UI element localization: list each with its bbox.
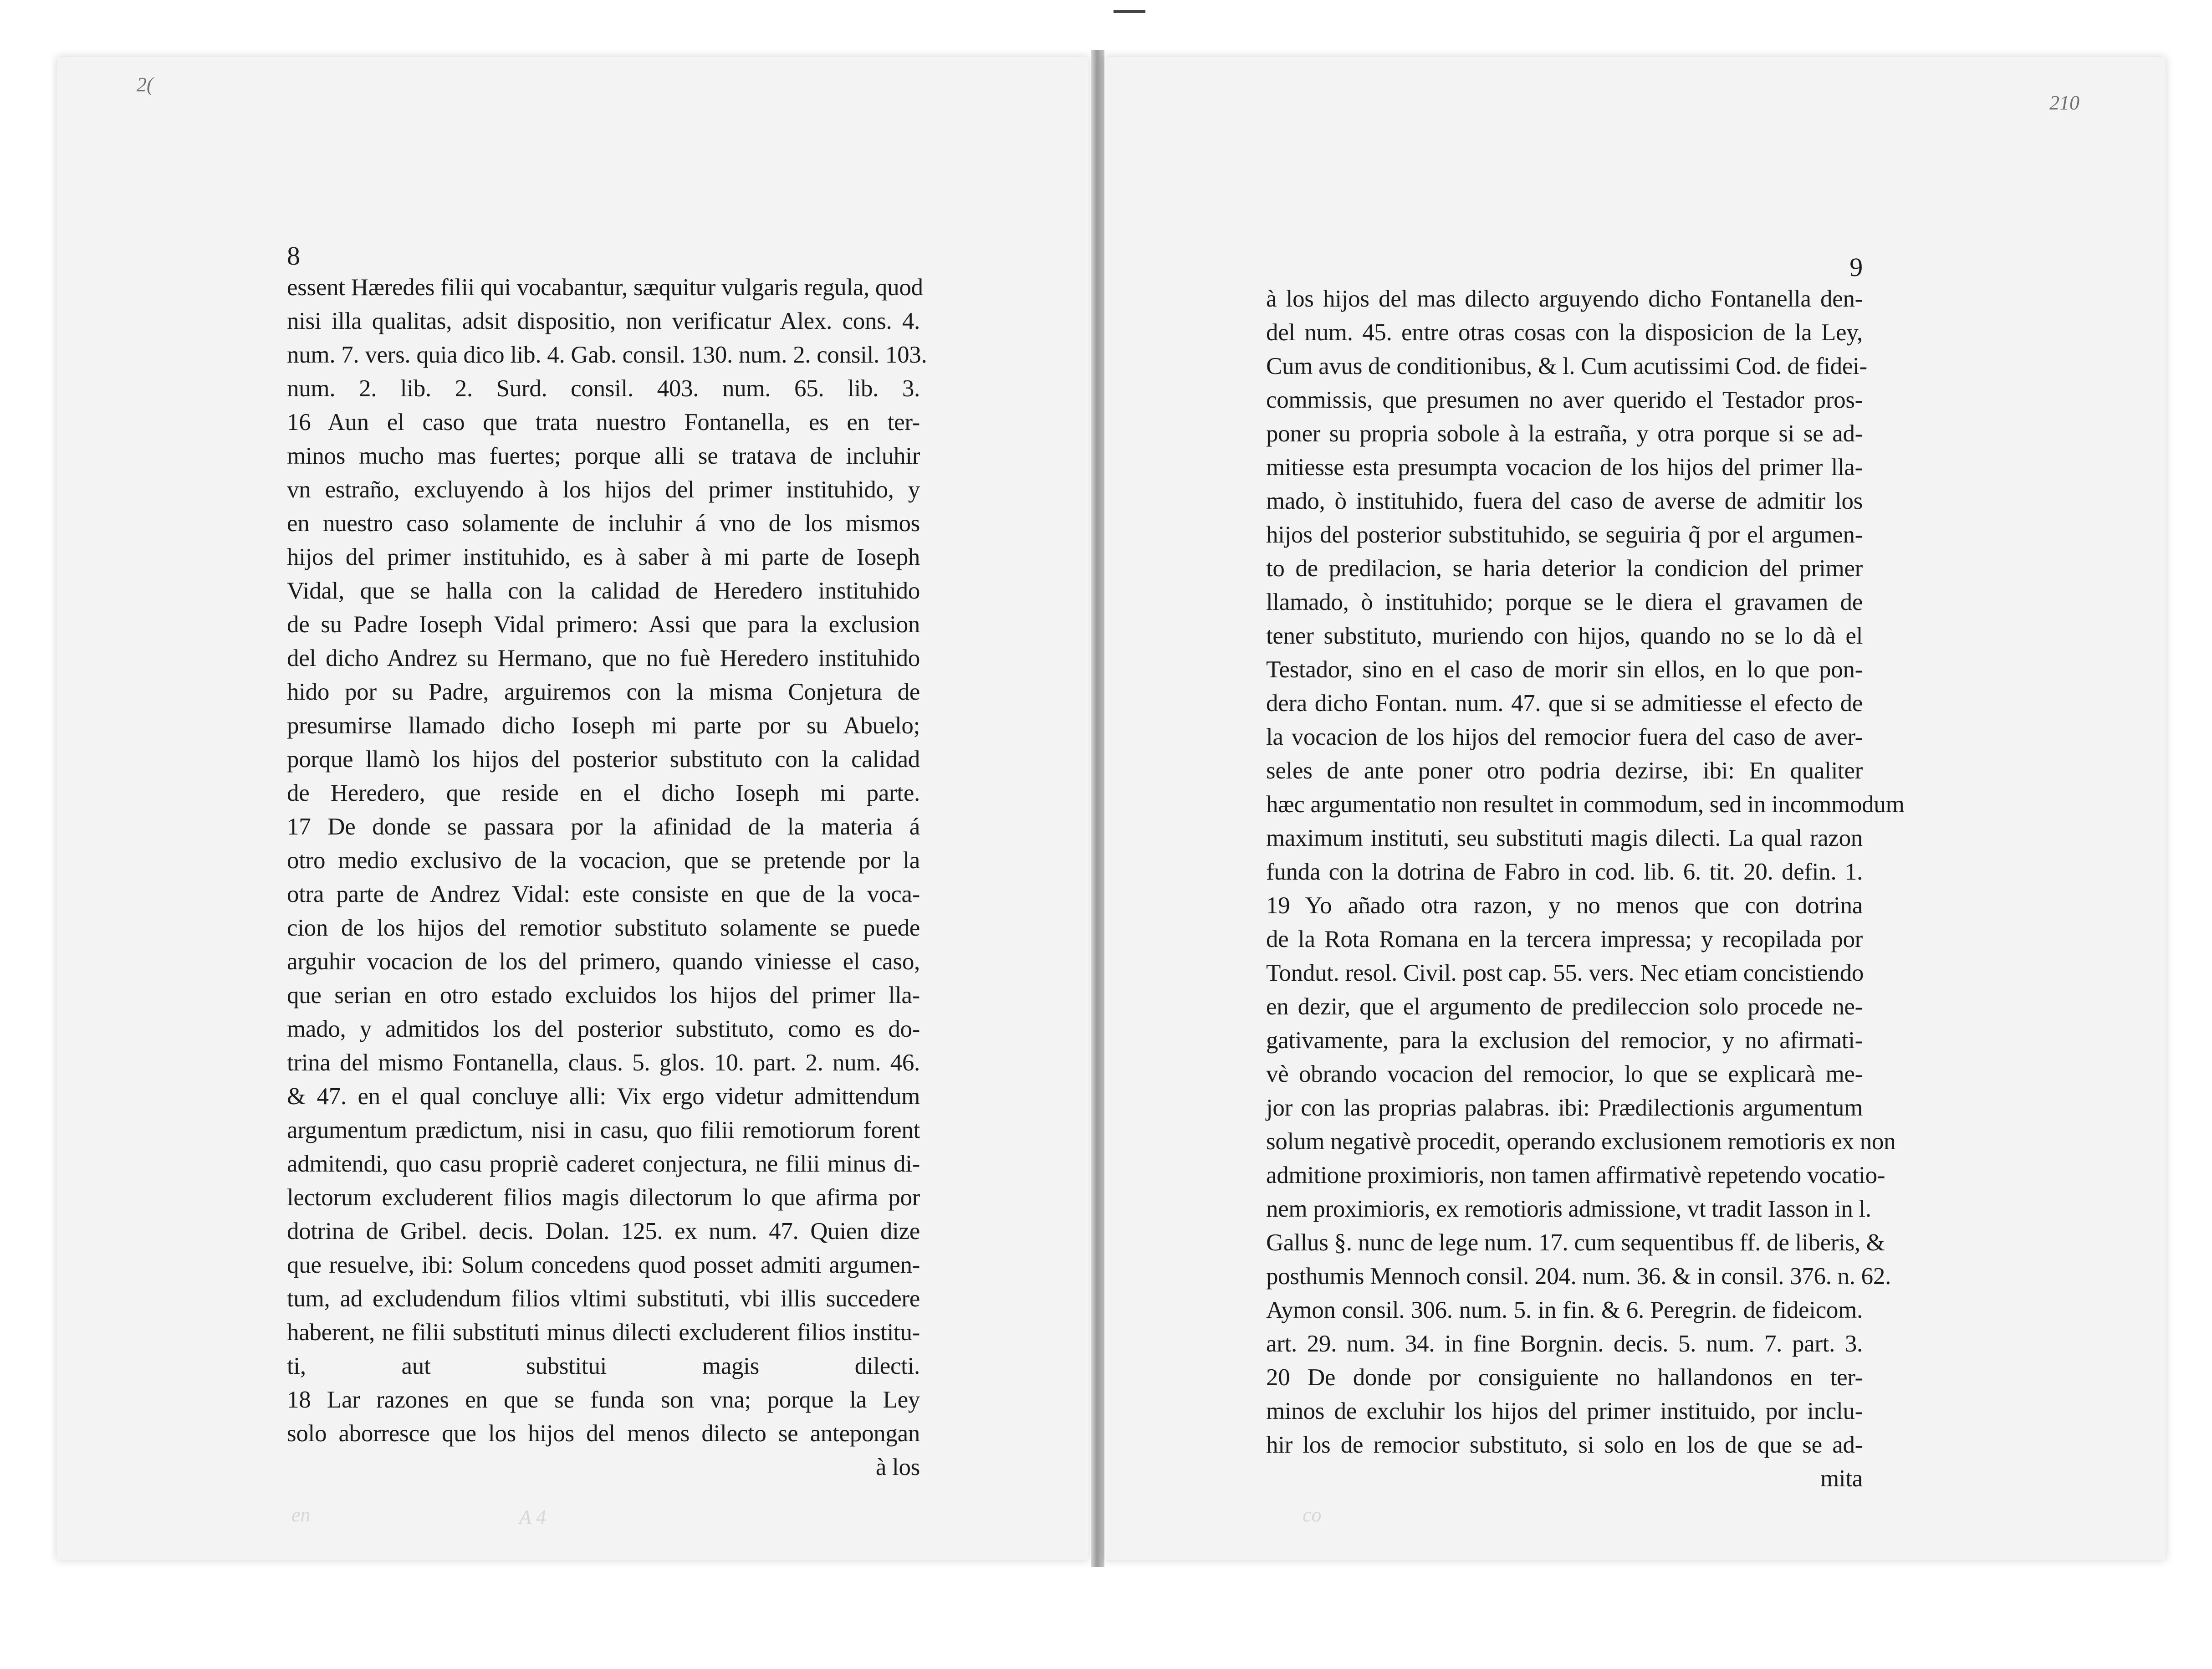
text-line: dotrina de Gribel. decis. Dolan. 125. ex num. 47. Quien dize	[287, 1218, 920, 1244]
text-line: hæc argumentatio non resultet in commodum, sed in incommodum	[1266, 791, 1905, 818]
text-line: vn estraño, excluyendo à los hijos del primer instituhido, y	[287, 476, 920, 503]
text-line: jor con las proprias palabras. ibi: Prædilectionis argumentum	[1266, 1095, 1863, 1121]
text-line: commissis, que presumen no aver querido el Testador pros-	[1266, 387, 1863, 413]
text-line: haberent, ne filii substituti minus dilecti excluderent filios institu-	[287, 1319, 920, 1346]
text-line: 20 De donde por consiguiente no hallandonos en ter-	[1266, 1364, 1863, 1391]
left-corner-note: 2(	[137, 73, 153, 96]
text-line: seles de ante poner otro podria dezirse, ibi: En qualiter	[1266, 758, 1863, 784]
text-line: & 47. en el qual concluye alli: Vix ergo videtur admittendum	[287, 1083, 920, 1110]
text-line: otro medio exclusivo de la vocacion, que se pretende por la	[287, 847, 920, 874]
text-line: vè obrando vocacion del remocior, lo que se explicarà me-	[1266, 1061, 1863, 1087]
book-gutter	[1091, 50, 1104, 1567]
text-line: hijos del primer instituhido, es à saber à mi parte de Ioseph	[287, 544, 920, 570]
text-line: to de predilacion, se haria deterior la condicion del primer	[1266, 555, 1863, 582]
text-line: Cum avus de conditionibus, & l. Cum acutissimi Cod. de fidei-	[1266, 353, 1867, 379]
text-line: minos mucho mas fuertes; porque alli se tratava de incluhir	[287, 443, 920, 469]
text-line: que resuelve, ibi: Solum concedens quod posset admiti argumen-	[287, 1252, 920, 1278]
text-line: 17 De donde se passara por la afinidad de la materia á	[287, 814, 920, 840]
text-line: Gallus §. nunc de lege num. 17. cum sequentibus ff. de liberis, &	[1266, 1229, 1885, 1256]
text-line: essent Hæredes filii qui vocabantur, sæquitur vulgaris regula, quod	[287, 274, 923, 301]
text-line: num. 2. lib. 2. Surd. consil. 403. num. 65. lib. 3.	[287, 375, 920, 402]
binding-mark	[1114, 10, 1145, 13]
left-catchword: à los	[875, 1454, 920, 1480]
right-page-number: 9	[1849, 252, 1863, 282]
text-line: en nuestro caso solamente de incluhir á vno de los mismos	[287, 510, 920, 537]
text-line: hijos del posterior substituhido, se seguiria q̃ por el argumen-	[1266, 522, 1863, 548]
text-line: poner su propria sobole à la estraña, y otra porque si se ad-	[1266, 420, 1863, 447]
text-line: la vocacion de los hijos del remocior fuera del caso de aver-	[1266, 724, 1863, 750]
left-page-number: 8	[287, 241, 300, 271]
text-line: llamado, ò instituhido; porque se le diera el gravamen de	[1266, 589, 1863, 615]
text-line: nisi illa qualitas, adsit dispositio, non verificatur Alex. cons. 4.	[287, 308, 920, 334]
text-line: trina del mismo Fontanella, claus. 5. glos. 10. part. 2. num. 46.	[287, 1050, 920, 1076]
bleed-through-text-right: co	[1303, 1504, 1322, 1526]
text-line: posthumis Mennoch consil. 204. num. 36. & in consil. 376. n. 62.	[1266, 1263, 1891, 1290]
text-line: art. 29. num. 34. in fine Borgnin. decis. 5. num. 7. part. 3.	[1266, 1331, 1863, 1357]
text-line: que serian en otro estado excluidos los hijos del primer lla-	[287, 982, 920, 1009]
text-line: del dicho Andrez su Hermano, que no fuè Heredero instituhido	[287, 645, 920, 671]
text-line: solo aborresce que los hijos del menos dilecto se antepongan	[287, 1420, 920, 1447]
text-line: lectorum excluderent filios magis dilectorum lo que afirma por	[287, 1184, 920, 1211]
text-line: maximum instituti, seu substituti magis dilecti. La qual razon	[1266, 825, 1863, 851]
right-catchword: mita	[1820, 1465, 1863, 1492]
text-line: Tondut. resol. Civil. post cap. 55. vers. Nec etiam concistiendo	[1266, 960, 1864, 986]
text-line: otra parte de Andrez Vidal: este consiste en que de la voca-	[287, 881, 920, 907]
text-line: tener substituto, muriendo con hijos, quando no se lo dà el	[1266, 623, 1863, 649]
text-line: mado, y admitidos los del posterior substituto, como es do-	[287, 1016, 920, 1042]
text-line: Testador, sino en el caso de morir sin ellos, en lo que pon-	[1266, 656, 1863, 683]
text-line: Aymon consil. 306. num. 5. in fin. & 6. Peregrin. de fideicom.	[1266, 1297, 1863, 1323]
text-line: dera dicho Fontan. num. 47. que si se admitiesse el efecto de	[1266, 690, 1863, 717]
bleed-through-signature: A 4	[519, 1506, 547, 1528]
text-line: cion de los hijos del remotior substituto solamente se puede	[287, 915, 920, 941]
text-line: de Heredero, que reside en el dicho Ioseph mi parte.	[287, 780, 920, 806]
text-line: hir los de remocior substituto, si solo en los de que se ad-	[1266, 1432, 1863, 1458]
text-line: del num. 45. entre otras cosas con la disposicion de la Ley,	[1266, 319, 1863, 346]
text-line: Vidal, que se halla con la calidad de Heredero instituhido	[287, 578, 920, 604]
right-page-text	[1266, 252, 1905, 1495]
left-text-lines	[287, 271, 927, 1450]
bleed-through-text: en	[291, 1504, 311, 1526]
text-line: à los hijos del mas dilecto arguyendo dicho Fontanella den-	[1266, 286, 1863, 312]
text-line: nem proximioris, ex remotioris admissione, vt tradit Iasson in l.	[1266, 1196, 1871, 1222]
text-line: de su Padre Ioseph Vidal primero: Assi que para la exclusion	[287, 611, 920, 638]
right-text-lines	[1266, 282, 1905, 1462]
text-line: tum, ad excludendum filios vltimi substituti, vbi illis succedere	[287, 1285, 920, 1312]
text-line: de la Rota Romana en la tercera impressa; y recopilada por	[1266, 926, 1863, 952]
text-line: arguhir vocacion de los del primero, quando viniesse el caso,	[287, 948, 920, 975]
text-line: presumirse llamado dicho Ioseph mi parte por su Abuelo;	[287, 712, 920, 739]
text-line: admitendi, quo casu propriè caderet conjectura, ne filii minus di-	[287, 1151, 920, 1177]
text-line: funda con la dotrina de Fabro in cod. lib. 6. tit. 20. defin. 1.	[1266, 859, 1863, 885]
text-line: ti, aut substitui magis dilecti.	[287, 1353, 920, 1379]
text-line: argumentum prædictum, nisi in casu, quo filii remotiorum forent	[287, 1117, 920, 1143]
text-line: en dezir, que el argumento de predileccion solo procede ne-	[1266, 993, 1863, 1020]
text-line: 18 Lar razones en que se funda son vna; porque la Ley	[287, 1387, 920, 1413]
text-line: porque llamò los hijos del posterior substituto con la calidad	[287, 746, 920, 773]
right-corner-note: 210	[2049, 92, 2079, 114]
text-line: solum negativè procedit, operando exclusionem remotioris ex non	[1266, 1128, 1896, 1155]
text-line: 16 Aun el caso que trata nuestro Fontanella, es en ter-	[287, 409, 920, 435]
text-line: hido por su Padre, arguiremos con la misma Conjetura de	[287, 679, 920, 705]
text-line: mitiesse esta presumpta vocacion de los hijos del primer lla-	[1266, 454, 1863, 481]
text-line: gativamente, para la exclusion del remocior, y no afirmati-	[1266, 1027, 1863, 1054]
text-line: mado, ò instituhido, fuera del caso de averse de admitir los	[1266, 488, 1863, 514]
text-line: 19 Yo añado otra razon, y no menos que con dotrina	[1266, 892, 1863, 919]
left-page-text	[287, 241, 927, 1484]
text-line: admitione proximioris, non tamen affirmativè repetendo vocatio-	[1266, 1162, 1885, 1188]
text-line: minos de excluhir los hijos del primer instituido, por inclu-	[1266, 1398, 1863, 1424]
text-line: num. 7. vers. quia dico lib. 4. Gab. consil. 130. num. 2. consil. 103.	[287, 342, 927, 368]
